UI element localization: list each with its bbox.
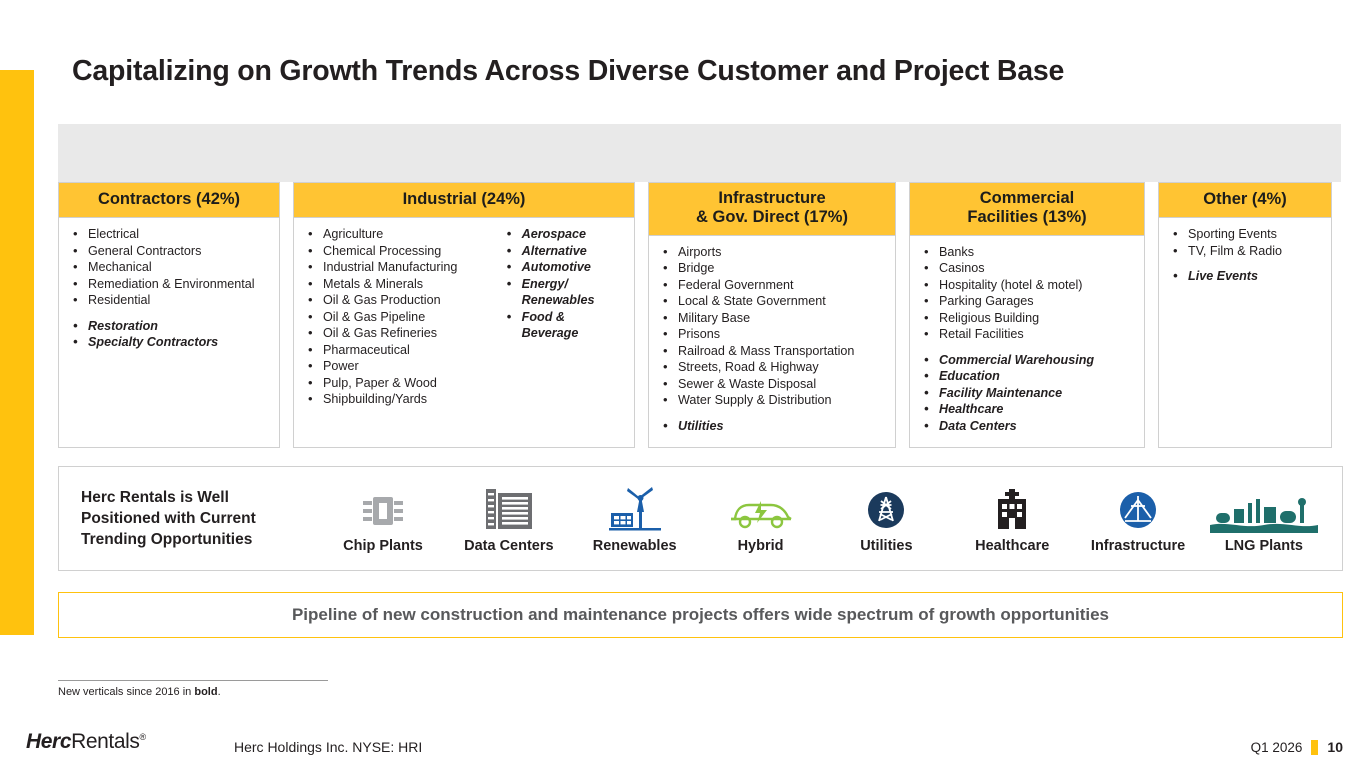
- footer-right: [1251, 739, 1343, 755]
- item-list: [304, 226, 493, 408]
- logo-rentals: Rentals: [71, 730, 140, 753]
- item-list: [1169, 226, 1282, 285]
- lng-plant-icon: [1210, 483, 1318, 533]
- item-list: [920, 244, 1094, 435]
- list-item: • Aerospace: [503, 226, 622, 243]
- segment-column-commercial: [909, 182, 1145, 448]
- icon-caption: Renewables: [592, 538, 677, 554]
- list-item: • Specialty Contractors: [69, 334, 255, 351]
- list-item: • Casinos: [920, 260, 1094, 277]
- icon-item-data-centers: [447, 483, 571, 554]
- icon-item-renewables: [573, 483, 697, 554]
- page-number: 10: [1327, 739, 1343, 755]
- list-item: • Commercial Warehousing: [920, 352, 1094, 369]
- list-item: • Banks: [920, 244, 1094, 261]
- list-item: • Industrial Manufacturing: [304, 259, 493, 276]
- footnote-prefix: New verticals since 2016 in: [58, 686, 195, 698]
- list-item: • Military Base: [659, 310, 854, 327]
- column-header: Other (4%): [1159, 183, 1331, 218]
- logo-herc: Herc: [26, 730, 72, 753]
- list-item: • Railroad & Mass Transportation: [659, 343, 854, 360]
- list-spacer: [920, 343, 1094, 352]
- list-item: • Data Centers: [920, 418, 1094, 435]
- page-title: Capitalizing on Growth Trends Across Diverse Customer and Project Base: [72, 55, 1065, 87]
- hospital-icon: [989, 483, 1035, 533]
- list-item: • Streets, Road & Highway: [659, 359, 854, 376]
- list-item: • Sewer & Waste Disposal: [659, 376, 854, 393]
- list-spacer: [1169, 259, 1282, 268]
- list-item: • Prisons: [659, 326, 854, 343]
- column-header: [910, 183, 1144, 236]
- icon-caption: Infrastructure: [1090, 538, 1186, 554]
- list-item: • Residential: [69, 292, 255, 309]
- list-item: • Education: [920, 368, 1094, 385]
- footer-company: Herc Holdings Inc. NYSE: HRI: [234, 739, 423, 755]
- list-item: • Food & Beverage: [503, 309, 622, 342]
- column-body: [910, 236, 1144, 447]
- list-item: • Hospitality (hotel & motel): [920, 277, 1094, 294]
- header-background-band: [58, 124, 1341, 182]
- list-item: • Religious Building: [920, 310, 1094, 327]
- electric-car-icon: [725, 483, 797, 533]
- banner-text: Pipeline of new construction and maintenance projects offers wide spectrum of growth opportunities: [291, 605, 1110, 624]
- list-item: • Airports: [659, 244, 854, 261]
- chip-icon: [357, 483, 409, 533]
- segment-column-other: [1158, 182, 1332, 448]
- segment-column-industrial: [293, 182, 635, 448]
- list-item: • Energy/ Renewables: [503, 276, 622, 309]
- list-item: • Automotive: [503, 259, 622, 276]
- list-item: • Oil & Gas Production: [304, 292, 493, 309]
- list-spacer: [659, 409, 854, 418]
- list-item: • Facility Maintenance: [920, 385, 1094, 402]
- list-item: • Mechanical: [69, 259, 255, 276]
- list-item: • General Contractors: [69, 243, 255, 260]
- icon-item-hybrid: [699, 483, 823, 554]
- data-center-icon: [478, 483, 540, 533]
- icon-item-chip-plants: [321, 483, 445, 554]
- segment-column-infrastructure: [648, 182, 896, 448]
- column-header-line1: Infrastructure: [718, 189, 826, 207]
- icon-caption: LNG Plants: [1224, 538, 1303, 554]
- icon-item-healthcare: [950, 483, 1074, 554]
- list-item: • Bridge: [659, 260, 854, 277]
- list-item: • Water Supply & Distribution: [659, 392, 854, 409]
- list-item: • Chemical Processing: [304, 243, 493, 260]
- list-item: • Utilities: [659, 418, 854, 435]
- list-item: • Federal Government: [659, 277, 854, 294]
- list-item: • Parking Garages: [920, 293, 1094, 310]
- summary-banner: [58, 592, 1343, 638]
- column-header: Contractors (42%): [59, 183, 279, 218]
- list-spacer: [69, 309, 255, 318]
- footnote-bold: bold: [194, 686, 218, 698]
- list-item: • Power: [304, 358, 493, 375]
- icon-item-utilities: [824, 483, 948, 554]
- column-list-group: [659, 244, 860, 441]
- column-list-group: [1169, 226, 1288, 441]
- item-list: [69, 226, 255, 351]
- column-body: [649, 236, 895, 447]
- footnote-suffix: .: [217, 686, 221, 698]
- list-item: • Live Events: [1169, 268, 1282, 285]
- list-item: • Remediation & Environmental: [69, 276, 255, 293]
- page-tick-icon: [1311, 740, 1318, 755]
- list-item: • Alternative: [503, 243, 622, 260]
- power-line-icon: [863, 483, 909, 533]
- column-header: [649, 183, 895, 236]
- bridge-tower-icon: [1115, 483, 1161, 533]
- icon-caption: [464, 538, 553, 554]
- icon-caption: Chip Plants: [343, 538, 423, 554]
- segment-column-contractors: [58, 182, 280, 448]
- list-item: • Shipbuilding/Yards: [304, 391, 493, 408]
- icon-caption: Healthcare: [975, 538, 1050, 554]
- list-item: • Retail Facilities: [920, 326, 1094, 343]
- column-list-group-right: [503, 226, 628, 441]
- footer-quarter: Q1 2026: [1250, 739, 1303, 755]
- column-header: Industrial (24%): [294, 183, 634, 218]
- item-list: [503, 226, 622, 342]
- icon-row: [321, 483, 1342, 554]
- trending-opportunities-strip: [58, 466, 1343, 571]
- segment-columns: [58, 182, 1341, 448]
- strip-label: [59, 487, 321, 550]
- list-item: • Electrical: [69, 226, 255, 243]
- footnote: [58, 686, 221, 698]
- list-item: • Metals & Minerals: [304, 276, 493, 293]
- list-item: • Agriculture: [304, 226, 493, 243]
- icon-caption: Utilities: [860, 538, 913, 554]
- column-list-group: [69, 226, 261, 441]
- icon-caption-text: Data Centers: [464, 538, 554, 554]
- footnote-divider: [58, 680, 328, 681]
- list-item: • Pharmaceutical: [304, 342, 493, 359]
- item-list: [659, 244, 854, 435]
- icon-caption: Hybrid: [737, 538, 784, 554]
- strip-label-line2: Positioned with Current: [81, 510, 256, 527]
- strip-label-line1: Herc Rentals is Well: [81, 489, 229, 506]
- column-header-line2: Facilities (13%): [967, 208, 1087, 227]
- left-accent-bar: [0, 70, 34, 635]
- column-header-line1: Commercial: [979, 189, 1075, 207]
- column-body: [294, 218, 634, 447]
- icon-item-infrastructure: [1076, 483, 1200, 554]
- list-item: • Local & State Government: [659, 293, 854, 310]
- column-body: [59, 218, 279, 447]
- list-item: • Healthcare: [920, 401, 1094, 418]
- list-item: • Oil & Gas Refineries: [304, 325, 493, 342]
- column-list-group: [920, 244, 1100, 441]
- list-item: • Sporting Events: [1169, 226, 1282, 243]
- strip-label-line3: Trending Opportunities: [81, 531, 253, 548]
- column-body: [1159, 218, 1331, 447]
- list-item: • TV, Film & Radio: [1169, 243, 1282, 260]
- icon-item-lng-plants: [1202, 483, 1326, 554]
- list-item: • Oil & Gas Pipeline: [304, 309, 493, 326]
- column-header-line2: & Gov. Direct (17%): [696, 208, 848, 227]
- logo-registered-mark: ®: [139, 732, 146, 742]
- list-item: • Pulp, Paper & Wood: [304, 375, 493, 392]
- herc-rentals-logo: [26, 730, 146, 754]
- wind-turbine-solar-icon: [603, 483, 667, 533]
- column-list-group-left: [304, 226, 499, 441]
- list-item: • Restoration: [69, 318, 255, 335]
